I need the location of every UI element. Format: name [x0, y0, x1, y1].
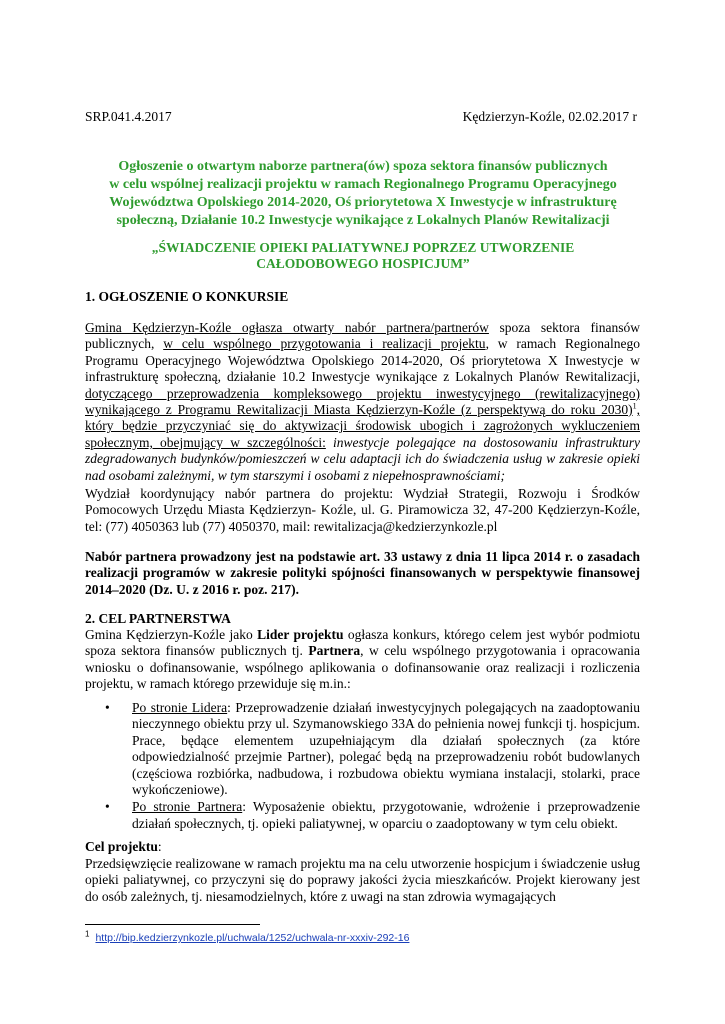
title-line: Województwa Opolskiego 2014-2020, Oś priorytetowa X Inwestycje w infrastrukturę: [109, 195, 617, 210]
announcement-paragraph: [85, 320, 640, 484]
section-1-heading: 1. OGŁOSZENIE O KONKURSIE: [85, 289, 289, 304]
underlined-text: w celu wspólnego przygotowania i realizacji projektu: [163, 336, 486, 352]
list-item-label: Po stronie Lidera: [132, 700, 228, 715]
document-title: [78, 158, 648, 230]
title-line: Ogłoszenie o otwartym naborze partnera(ów) spoza sektora finansów publicznych: [118, 159, 608, 174]
bold-text: Lider projektu: [257, 627, 344, 642]
footnote-marker[interactable]: 1: [632, 401, 637, 411]
list-item-text: : Wyposażenie obiektu, przygotowanie, wdrożenie i przeprowadzenie działań społecznych, tj. opieki paliatywnej, w oparciu o zaadoptowany w tym celu obiekt.: [132, 799, 640, 831]
paragraph-text: spoza sektora finansów publicznych,: [85, 320, 640, 352]
paragraph-text: , w celu wspólnego przygotowania i opracowania wniosku o dofinansowanie, wspólnego aplikowania o dofinansowanie oraz realizacji i rozliczenia projektu, w ramach którego przewiduje się m.in.:: [85, 643, 640, 692]
underlined-text: Gmina Kędzierzyn-Koźle ogłasza otwarty nabór partnera/partnerów: [85, 320, 489, 335]
coordinating-department-paragraph: Wydział koordynujący nabór partnera do projektu: Wydział Strategii, Rozwoju i Środków Pomocowych Urzędu Miasta Kędzierzyn- Koźle, ul. G. Piramowicza 32, 47-200 Kędzierzyn-Koźle, tel: (77) 4050363 lub (77) 4050370, mail: rewitalizacja@kedzierzynkozle.pl: [85, 486, 640, 534]
paragraph-text: Gmina Kędzierzyn-Koźle jako: [85, 627, 258, 642]
paragraph-text: , w ramach Regionalnego Programu Operacyjnego Województwa Opolskiego 2014-2020, Oś priorytetowa X Inwestycje w infrastrukturę społeczną, działanie 10.2 Inwestycje wynikające z Lokalnych Planów Rewitalizacji,: [85, 336, 640, 385]
bullet-icon: •: [105, 700, 110, 715]
list-item-text: : Przeprowadzenie działań inwestycyjnych polegających na zaadoptowaniu nieczynnego obiektu przy ul. Szymanowskiego 33A do pełnienia nowej funkcji tj. hospicjum. Prace, będące elementem uzupełniającym dla działań społecznych (za które odpowiedzialność przejmie Partner), polegać będą na przeprowadzeniu robót budowlanych (częściowa rozbiórka, nadbudowa, i rozbudowa obiektu wymiana instalacji, stolarki, prace wykończeniowe).: [132, 700, 640, 798]
section-2-heading: 2. CEL PARTNERSTWA: [85, 611, 231, 626]
footnote-number: 1: [85, 929, 90, 939]
document-reference: SRP.041.4.2017: [85, 109, 172, 124]
project-goal-heading: [85, 839, 162, 855]
list-item: [105, 799, 640, 832]
title-line: w celu wspólnej realizacji projektu w ramach Regionalnego Programu Operacyjnego: [109, 177, 617, 192]
responsibilities-list: [105, 700, 640, 833]
bullet-icon: •: [105, 799, 110, 815]
title-line: społeczną, Działanie 10.2 Inwestycje wynikające z Lokalnych Planów Rewitalizacji: [116, 213, 610, 228]
bold-text: Cel projektu: [85, 839, 158, 854]
project-name: [78, 240, 648, 272]
paragraph-text: :: [157, 839, 162, 854]
legal-basis-paragraph: Nabór partnera prowadzony jest na podstawie art. 33 ustawy z dnia 11 lipca 2014 r. o zasadach realizacji programów w zakresie polityki spójności finansowanych w perspektywie finansowej 2014–2020 (Dz. U. z 2016 r. poz. 217).: [85, 549, 640, 597]
partnership-goal-paragraph: [85, 627, 640, 693]
project-name-line: „ŚWIADCZENIE OPIEKI PALIATYWNEJ POPRZEZ UTWORZENIE: [151, 240, 575, 255]
bold-text: Partnera: [308, 643, 361, 659]
footnote-divider: [85, 924, 260, 925]
paragraph-text: ogłasza konkurs, którego celem jest wybór podmiotu spoza sektora finansów publicznych tj.: [85, 627, 640, 659]
footnote-link[interactable]: http://bip.kedzierzynkozle.pl/uchwala/1252/uchwala-nr-xxxiv-292-16: [95, 932, 410, 944]
footnote: [85, 929, 410, 944]
project-goal-paragraph: Przedsięwzięcie realizowane w ramach projektu ma na celu utworzenie hospicjum i świadczenie usług opieki paliatywnej, co przyczyni się do poprawy jakości życia mieszkańców. Projekt kierowany jest do osób zależnych, tj. niesamodzielnych, które z uwagi na stan zdrowia wymagających: [85, 856, 640, 904]
project-name-line: CAŁODOBOWEGO HOSPICJUM”: [256, 256, 470, 271]
underlined-text: dotyczącego przeprowadzenia kompleksowego projektu inwestycyjnego (rewitalizacyjnego) wynikającego z Programu Rewitalizacji Miasta Kędzierzyn-Koźle (z perspektywą do roku 2030): [85, 385, 640, 418]
list-item: [105, 700, 640, 798]
list-item-label: Po stronie Partnera: [132, 799, 243, 815]
italic-text: inwestycje polegające na dostosowaniu infrastruktury zdegradowanych budynków/pomieszczeń w celu adaptacji ich do świadczenia usług w zakresie opieki nad osobami zależnymi, w tym starszymi i osobami z niepełnosprawnościami;: [85, 434, 640, 483]
place-and-date: Kędzierzyn-Koźle, 02.02.2017 r: [462, 109, 637, 124]
underlined-text: , który będzie przyczyniać się do aktywizacji środowisk ubogich i zagrożonych wykluczeniem społecznym, obejmujący w szczególności:: [85, 402, 640, 450]
